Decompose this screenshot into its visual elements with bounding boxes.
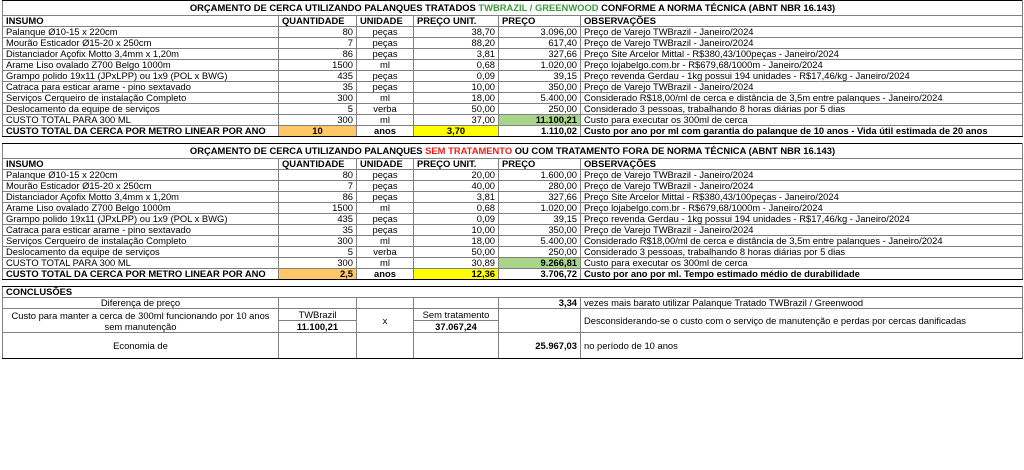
cell-insumo[interactable]: Grampo polido 19x11 (JPxLPP) ou 1x9 (POL x BWG): [3, 71, 279, 82]
cell-observacoes[interactable]: Considerado 3 pessoas, trabalhando 8 horas diárias por 5 dias: [581, 104, 1023, 115]
cell-quantidade[interactable]: 86: [279, 192, 357, 203]
concl-eco-note[interactable]: no período de 10 anos: [581, 333, 1023, 359]
concl-diff-label[interactable]: Diferença de preço: [3, 298, 279, 309]
cell-observacoes[interactable]: Considerado R$18,00/ml de cerca e distância de 3,5m entre palanques - Janeiro/2024: [581, 93, 1023, 104]
cell-observacoes[interactable]: Custo para executar os 300ml de cerca: [581, 115, 1023, 126]
cell-preco-unit[interactable]: 3,81: [414, 49, 499, 60]
cell-preco-unit[interactable]: 50,00: [414, 104, 499, 115]
cell-insumo[interactable]: CUSTO TOTAL PARA 300 ML: [3, 115, 279, 126]
table-row: [3, 82, 1023, 93]
sec1-header-row: [3, 16, 1023, 27]
cell-unidade[interactable]: anos: [357, 126, 414, 137]
concl-eco-row: [3, 333, 1023, 359]
table-row: [3, 71, 1023, 82]
sec2-title-alert: SEM TRATAMENTO: [425, 145, 513, 156]
sec1-rows: [3, 27, 1023, 115]
cell-insumo[interactable]: Arame Liso ovalado Z700 Belgo 1000m: [3, 203, 279, 214]
cell-observacoes[interactable]: Preço lojabelgo.com.br - R$679,68/1000m - Janeiro/2024: [581, 60, 1023, 71]
concl-diff-note[interactable]: vezes mais barato utilizar Palanque Tratado TWBrazil / Greenwood: [581, 298, 1023, 309]
cell-insumo[interactable]: CUSTO TOTAL PARA 300 ML: [3, 258, 279, 269]
cell-observacoes[interactable]: Preço de Varejo TWBrazil - Janeiro/2024: [581, 38, 1023, 49]
cell-observacoes[interactable]: Preço de Varejo TWBrazil - Janeiro/2024: [581, 225, 1023, 236]
cell-insumo[interactable]: Arame Liso ovalado Z700 Belgo 1000m: [3, 60, 279, 71]
spreadsheet: [2, 0, 1023, 359]
concl-sem-label[interactable]: Sem tratamento: [414, 309, 499, 321]
cell-insumo[interactable]: Deslocamento da equipe de serviços: [3, 247, 279, 258]
table-row: [3, 38, 1023, 49]
concl-title-row: [3, 287, 1023, 298]
table-row: [3, 60, 1023, 71]
header-observacoes: OBSERVAÇÕES: [581, 159, 1023, 170]
cell-unidade[interactable]: verba: [357, 104, 414, 115]
cell-unidade[interactable]: ml: [357, 203, 414, 214]
cell-preco-unit[interactable]: 30,89: [414, 258, 499, 269]
cell-quantidade[interactable]: 7: [279, 181, 357, 192]
table-row: [3, 170, 1023, 181]
table-row: [3, 27, 1023, 38]
cell-insumo[interactable]: Distanciador Açofix Motto 3,4mm x 1,20m: [3, 49, 279, 60]
header-preco: PREÇO: [499, 159, 581, 170]
cell-observacoes[interactable]: Preço revenda Gerdau - 1kg possui 194 unidades - R$17,46/kg - Janeiro/2024: [581, 214, 1023, 225]
sec1-total-row: [3, 115, 1023, 126]
sec1-title-brand: TWBRAZIL / GREENWOOD: [478, 2, 599, 13]
cell-observacoes[interactable]: Preço Site Arcelor Mittal - R$380,43/100peças - Janeiro/2024: [581, 49, 1023, 60]
cell-insumo[interactable]: CUSTO TOTAL DA CERCA POR METRO LINEAR POR ANO: [3, 126, 279, 137]
cell-insumo[interactable]: Palanque Ø10-15 x 220cm: [3, 170, 279, 181]
header-insumo: INSUMO: [3, 159, 279, 170]
cell-insumo[interactable]: Deslocamento da equipe de serviços: [3, 104, 279, 115]
cell-quantidade[interactable]: 35: [279, 225, 357, 236]
cell-quantidade[interactable]: 435: [279, 214, 357, 225]
cell-unidade[interactable]: peças: [357, 192, 414, 203]
sec1-linear-row: [3, 126, 1023, 137]
table-row: [3, 203, 1023, 214]
cell-observacoes[interactable]: Preço revenda Gerdau - 1kg possui 194 unidades - R$17,46/kg - Janeiro/2024: [581, 71, 1023, 82]
cell-unidade[interactable]: ml: [357, 236, 414, 247]
header-preco-unit: PREÇO UNIT.: [414, 16, 499, 27]
cell-quantidade[interactable]: 5: [279, 247, 357, 258]
concl-diff-value[interactable]: 3,34: [499, 298, 581, 309]
cell-unidade[interactable]: peças: [357, 38, 414, 49]
table-row: [3, 225, 1023, 236]
cell-preco[interactable]: 617,40: [499, 38, 581, 49]
cell-quantidade[interactable]: 35: [279, 82, 357, 93]
table-row: [3, 104, 1023, 115]
cell-preco[interactable]: 350,00: [499, 225, 581, 236]
table-row: [3, 236, 1023, 247]
table-row: [3, 93, 1023, 104]
concl-diff-row: [3, 298, 1023, 309]
cell-observacoes[interactable]: Considerado R$18,00/ml de cerca e distância de 3,5m entre palanques - Janeiro/2024: [581, 236, 1023, 247]
cell-quantidade[interactable]: 1500: [279, 60, 357, 71]
table-row: [3, 247, 1023, 258]
sec2-total-row: [3, 258, 1023, 269]
header-unidade: UNIDADE: [357, 159, 414, 170]
cell-unidade[interactable]: peças: [357, 71, 414, 82]
cell-quantidade[interactable]: 300: [279, 258, 357, 269]
sec2-header-row: [3, 159, 1023, 170]
cell-insumo[interactable]: CUSTO TOTAL DA CERCA POR METRO LINEAR POR ANO: [3, 269, 279, 280]
cell-preco[interactable]: 250,00: [499, 247, 581, 258]
cell-quantidade[interactable]: 300: [279, 93, 357, 104]
cell-preco[interactable]: 1.020,00: [499, 203, 581, 214]
cell-quantidade[interactable]: 5: [279, 104, 357, 115]
cell-unidade[interactable]: peças: [357, 214, 414, 225]
table-row: [3, 181, 1023, 192]
cell-preco[interactable]: 3.096,00: [499, 27, 581, 38]
header-unidade: UNIDADE: [357, 16, 414, 27]
cell-quantidade[interactable]: 86: [279, 49, 357, 60]
concl-x[interactable]: x: [357, 309, 414, 333]
cell-insumo[interactable]: Serviços Cerqueiro de instalação Completo: [3, 236, 279, 247]
cell-observacoes[interactable]: Preço de Varejo TWBrazil - Janeiro/2024: [581, 181, 1023, 192]
cell-preco[interactable]: 327,66: [499, 49, 581, 60]
header-preco: PREÇO: [499, 16, 581, 27]
cell-observacoes[interactable]: Preço lojabelgo.com.br - R$679,68/1000m - Janeiro/2024: [581, 203, 1023, 214]
header-insumo: INSUMO: [3, 16, 279, 27]
cell-preco-unit[interactable]: 0,68: [414, 203, 499, 214]
cell-preco-unit[interactable]: 0,09: [414, 71, 499, 82]
cell-observacoes[interactable]: Preço de Varejo TWBrazil - Janeiro/2024: [581, 82, 1023, 93]
cell-unidade[interactable]: peças: [357, 49, 414, 60]
cell-insumo[interactable]: Grampo polido 19x11 (JPxLPP) ou 1x9 (POL x BWG): [3, 214, 279, 225]
cell-preco[interactable]: 350,00: [499, 82, 581, 93]
cell-anos-garantia[interactable]: 10: [279, 126, 357, 137]
cell-observacoes[interactable]: Custo por ano por ml. Tempo estimado médio de durabilidade: [581, 269, 1023, 280]
cell-custo-ano-ml[interactable]: 3,70: [414, 126, 499, 137]
cell-unidade[interactable]: ml: [357, 93, 414, 104]
header-preco-unit: PREÇO UNIT.: [414, 159, 499, 170]
sec2-title-row: [3, 144, 1023, 159]
cell-quantidade[interactable]: 80: [279, 27, 357, 38]
cell-observacoes[interactable]: Preço de Varejo TWBrazil - Janeiro/2024: [581, 27, 1023, 38]
cell-preco-unit[interactable]: 38,70: [414, 27, 499, 38]
sec2-rows: [3, 170, 1023, 258]
cell-preco[interactable]: 280,00: [499, 181, 581, 192]
cell-preco-unit[interactable]: 0,68: [414, 60, 499, 71]
concl-eco-value[interactable]: 25.967,03: [499, 333, 581, 359]
cell-preco-unit[interactable]: 40,00: [414, 181, 499, 192]
cell-unidade[interactable]: anos: [357, 269, 414, 280]
cell-quantidade[interactable]: 300: [279, 115, 357, 126]
cell-quantidade[interactable]: 1500: [279, 203, 357, 214]
concl-sem-value[interactable]: 37.067,24: [414, 321, 499, 333]
cell-observacoes[interactable]: Preço Site Arcelor Mittal - R$380,43/100peças - Janeiro/2024: [581, 192, 1023, 203]
cell-preco-total[interactable]: 9.266,81: [499, 258, 581, 269]
cell-preco[interactable]: 3.706,72: [499, 269, 581, 280]
concl-eco-label[interactable]: Economia de: [3, 333, 279, 359]
cell-anos-durabilidade[interactable]: 2,5: [279, 269, 357, 280]
header-quantidade: QUANTIDADE: [279, 159, 357, 170]
cell-preco[interactable]: 1.600,00: [499, 170, 581, 181]
cell-preco[interactable]: 327,66: [499, 192, 581, 203]
sec1-title-row: [3, 1, 1023, 16]
cell-preco-unit[interactable]: 20,00: [414, 170, 499, 181]
cell-quantidade[interactable]: 80: [279, 170, 357, 181]
table-row: [3, 49, 1023, 60]
cell-insumo[interactable]: Catraca para esticar arame - pino sextavado: [3, 225, 279, 236]
cell-observacoes[interactable]: Custo por ano por ml com garantia do palanque de 10 anos - Vida útil estimada de 20 anos: [581, 126, 1023, 137]
cell-unidade[interactable]: ml: [357, 60, 414, 71]
table-row: [3, 214, 1023, 225]
header-observacoes: OBSERVAÇÕES: [581, 16, 1023, 27]
cell-unidade[interactable]: peças: [357, 181, 414, 192]
cell-insumo[interactable]: Distanciador Açofix Motto 3,4mm x 1,20m: [3, 192, 279, 203]
cell-preco-unit[interactable]: 18,00: [414, 93, 499, 104]
cell-preco-unit[interactable]: 18,00: [414, 236, 499, 247]
header-quantidade: QUANTIDADE: [279, 16, 357, 27]
cell-preco[interactable]: 1.020,00: [499, 60, 581, 71]
cell-observacoes[interactable]: Preço de Varejo TWBrazil - Janeiro/2024: [581, 170, 1023, 181]
cell-insumo[interactable]: Mourão Esticador Ø15-20 x 250cm: [3, 181, 279, 192]
cell-preco-unit[interactable]: 37,00: [414, 115, 499, 126]
cell-quantidade[interactable]: 300: [279, 236, 357, 247]
sec2-linear-row: [3, 269, 1023, 280]
cell-insumo[interactable]: Serviços Cerqueiro de instalação Completo: [3, 93, 279, 104]
cell-observacoes[interactable]: Considerado 3 pessoas, trabalhando 8 horas diárias por 5 dias: [581, 247, 1023, 258]
cell-preco-unit[interactable]: 10,00: [414, 225, 499, 236]
cell-preco[interactable]: 39,15: [499, 214, 581, 225]
cell-unidade[interactable]: ml: [357, 115, 414, 126]
cell-insumo[interactable]: Palanque Ø10-15 x 220cm: [3, 27, 279, 38]
concl-tw-value[interactable]: 11.100,21: [279, 321, 357, 333]
cell-preco[interactable]: 5.400,00: [499, 93, 581, 104]
cell-unidade[interactable]: peças: [357, 170, 414, 181]
cell-preco-unit[interactable]: 0,09: [414, 214, 499, 225]
cell-preco[interactable]: 250,00: [499, 104, 581, 115]
cell-unidade[interactable]: verba: [357, 247, 414, 258]
concl-labels-row: [3, 309, 1023, 321]
cell-preco-unit[interactable]: 3,81: [414, 192, 499, 203]
sec2-title: ORÇAMENTO DE CERCA UTILIZANDO PALANQUES SEM TRATAMENTO OU COM TRATAMENTO FORA DE NORMA TÉCNICA (ABNT NBR 16.143): [3, 144, 1023, 159]
cell-quantidade[interactable]: 435: [279, 71, 357, 82]
cell-quantidade[interactable]: 7: [279, 38, 357, 49]
cell-unidade[interactable]: peças: [357, 82, 414, 93]
cell-preco[interactable]: 39,15: [499, 71, 581, 82]
cell-preco[interactable]: 1.110,02: [499, 126, 581, 137]
table-row: [3, 192, 1023, 203]
cell-unidade[interactable]: peças: [357, 27, 414, 38]
cell-preco-unit[interactable]: 10,00: [414, 82, 499, 93]
cell-insumo[interactable]: Catraca para esticar arame - pino sextavado: [3, 82, 279, 93]
cell-preco-total[interactable]: 11.100,21: [499, 115, 581, 126]
cell-unidade[interactable]: peças: [357, 225, 414, 236]
sec1-title: ORÇAMENTO DE CERCA UTILIZANDO PALANQUES TRATADOS TWBRAZIL / GREENWOOD CONFORME A NORMA TÉCNICA (ABNT NBR 16.143): [3, 1, 1023, 16]
cell-custo-ano-ml[interactable]: 12,36: [414, 269, 499, 280]
cell-insumo[interactable]: Mourão Esticador Ø15-20 x 250cm: [3, 38, 279, 49]
concl-custo-note[interactable]: Desconsiderando-se o custo com o serviço de manutenção e perdas por cercas danificadas: [581, 309, 1023, 333]
concl-title: CONCLUSÕES: [3, 287, 1023, 298]
concl-tw-label[interactable]: TWBrazil: [279, 309, 357, 321]
cell-preco-unit[interactable]: 88,20: [414, 38, 499, 49]
concl-custo-label[interactable]: Custo para manter a cerca de 300ml funcionando por 10 anos sem manutenção: [3, 309, 279, 333]
cell-observacoes[interactable]: Custo para executar os 300ml de cerca: [581, 258, 1023, 269]
cell-preco[interactable]: 5.400,00: [499, 236, 581, 247]
cell-preco-unit[interactable]: 50,00: [414, 247, 499, 258]
cell-unidade[interactable]: ml: [357, 258, 414, 269]
